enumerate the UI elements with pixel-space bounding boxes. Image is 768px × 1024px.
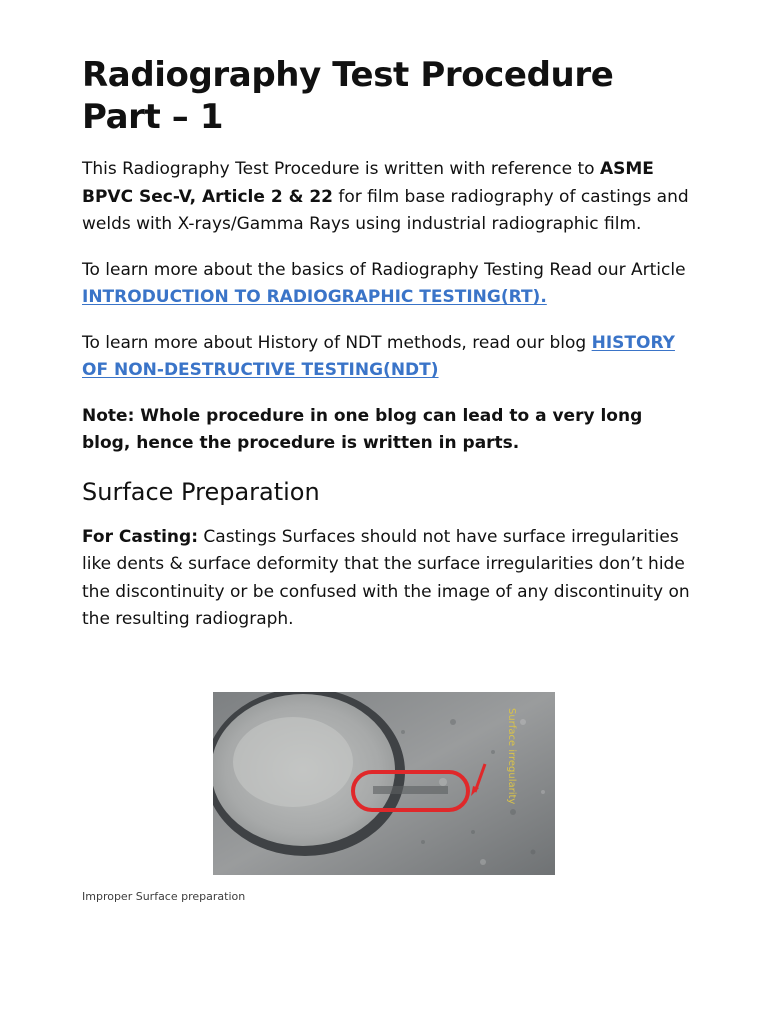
image-caption: Improper Surface preparation xyxy=(82,890,246,903)
history-paragraph xyxy=(82,330,694,385)
basics-paragraph xyxy=(82,257,694,312)
intro-to-rt-link[interactable]: INTRODUCTION TO RADIOGRAPHIC TESTING(RT). xyxy=(82,287,547,307)
casting-photo xyxy=(213,692,555,875)
history-text: To learn more about History of NDT methods, read our blog xyxy=(82,332,592,353)
intro-paragraph xyxy=(82,156,694,239)
section-heading: Surface Preparation xyxy=(82,477,320,506)
intro-bold-reference: ASME BPVC Sec-V, Article 2 & 22 xyxy=(82,159,654,207)
note-paragraph: Note: Whole procedure in one blog can lead to a very long blog, hence the procedure is written in parts. xyxy=(82,405,643,453)
casting-paragraph xyxy=(82,524,694,634)
article-content xyxy=(82,54,694,634)
casting-label: For Casting: xyxy=(82,526,198,547)
intro-text-before: This Radiography Test Procedure is written with reference to xyxy=(82,159,600,179)
intro-text-after: for film base radiography of castings and welds with X-rays/Gamma Rays using industrial radiographic film. xyxy=(82,186,689,234)
image-annotation-text: Surface irregularity xyxy=(506,708,517,805)
history-of-ndt-link[interactable]: HISTORY OF NON-DESTRUCTIVE TESTING(NDT) xyxy=(82,332,675,380)
article-title: Radiography Test Procedure Part – 1 xyxy=(82,55,614,137)
casting-text: Castings Surfaces should not have surface irregularities like dents & surface deformity that the surface irregularities don’t hide the discontinuity or be confused with the image of any discontinuity on the resulting radiograph. xyxy=(82,526,690,629)
basics-text: To learn more about the basics of Radiography Testing Read our Article xyxy=(82,259,686,280)
surface-preparation-image xyxy=(213,692,555,875)
